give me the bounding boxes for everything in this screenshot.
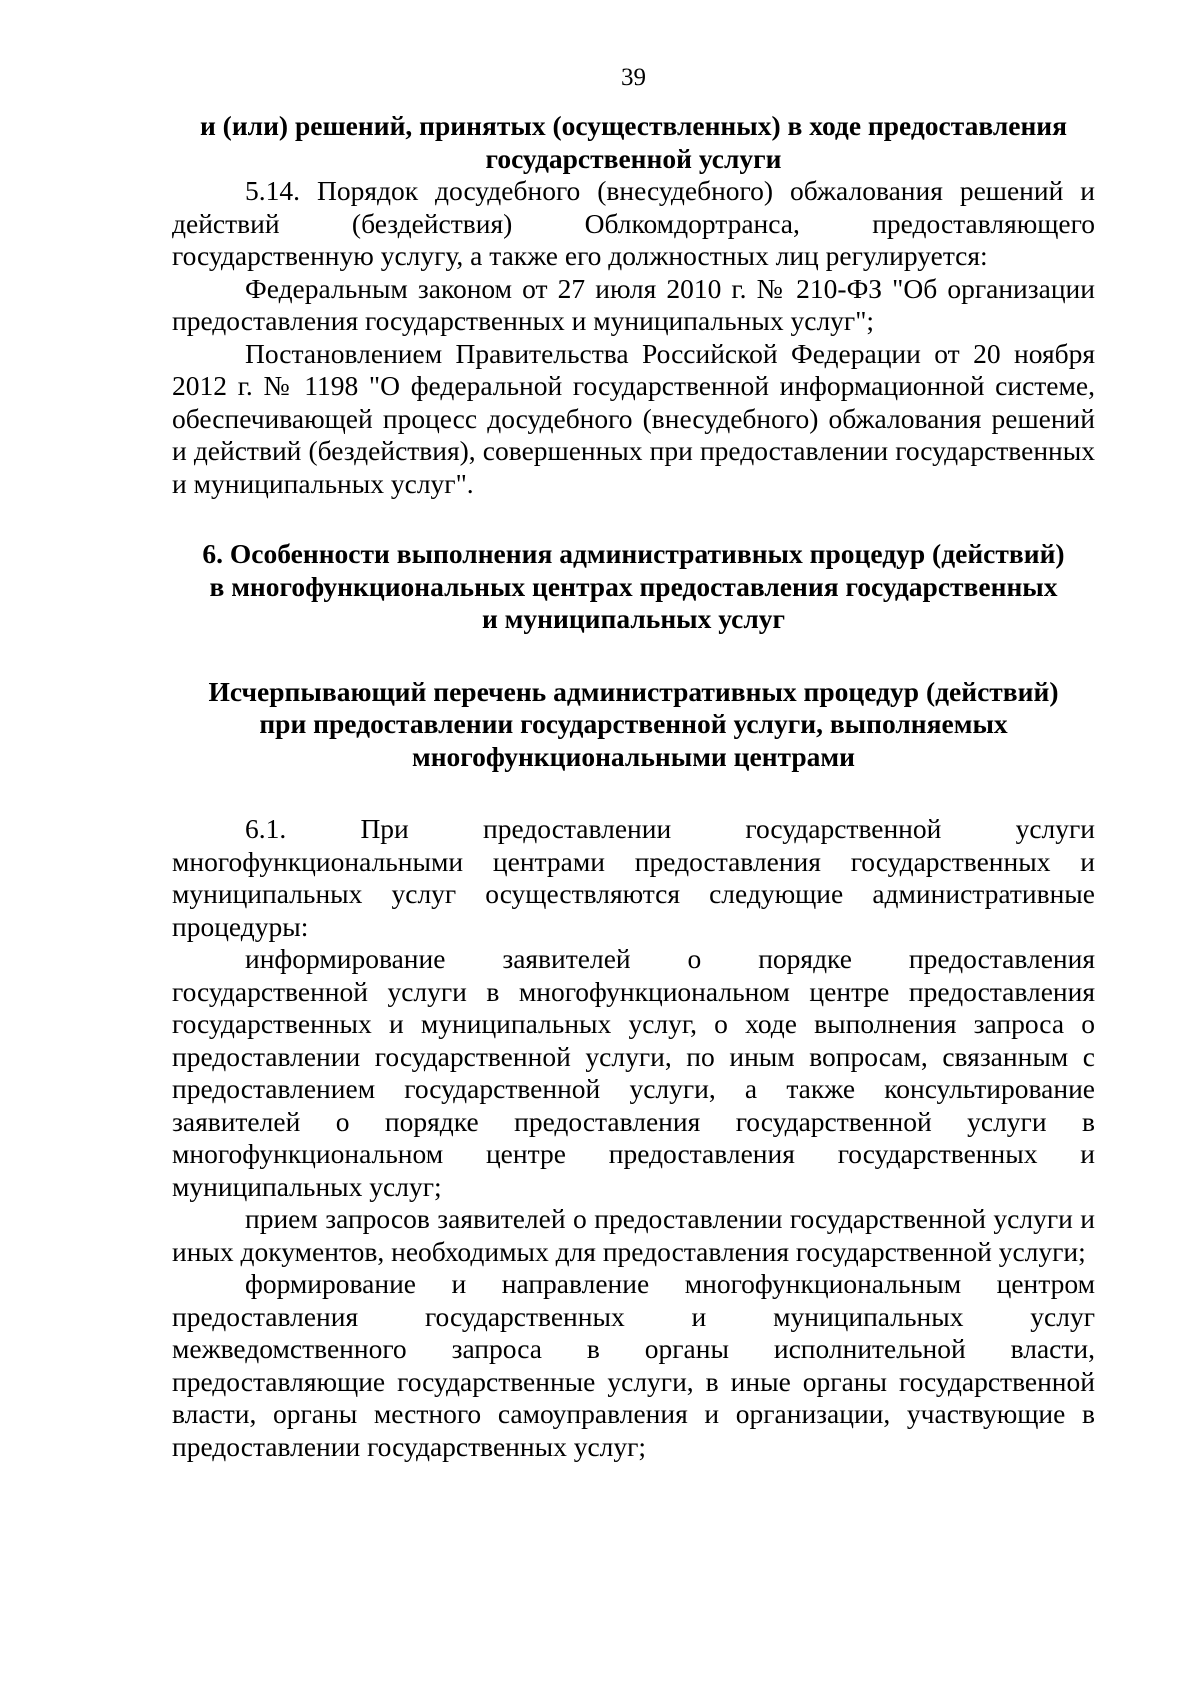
section-heading-continuation: и (или) решений, принятых (осуществленных) в ходе предоставления государственной услуги <box>199 110 1068 174</box>
section-6-heading-line: 6. Особенности выполнения административных процедур (действий) <box>202 538 1065 569</box>
list-item-interagency-request: формирование и направление многофункциональным центром предоставления государственных и муниципальных услуг межведомственного запроса в органы исполнительной власти, предоставляющие государственные услуги, в иные органы государственной власти, органы местного самоуправления и организации, участвующие в предоставлении государственных услуг; <box>172 1268 1095 1462</box>
page-number: 39 <box>621 64 646 91</box>
paragraph-government-decree: Постановлением Правительства Российской Федерации от 20 ноября 2012 г. № 1198 "О федеральной государственной информационной системе, обеспечивающей процесс досудебного (внесудебного) обжалования решений и действий (бездействия), совершенных при предоставлении государственных и муниципальных услуг". <box>172 337 1095 499</box>
subsection-heading <box>172 676 1095 774</box>
list-item-informing: информирование заявителей о порядке предоставления государственной услуги в многофункциональном центре предоставления государственных и муниципальных услуг, о ходе выполнения запроса о предоставлении государственной услуги, по иным вопросам, связанным с предоставлением государственной услуги, а также консультирование заявителей о порядке предоставления государственной услуги в многофункциональном центре предоставления государственных и муниципальных услуг; <box>172 943 1095 1202</box>
section-6-heading-line: и муниципальных услуг <box>481 603 786 634</box>
list-item-receiving-requests: прием запросов заявителей о предоставлении государственной услуги и иных документов, необходимых для предоставления государственной услуги; <box>172 1203 1095 1267</box>
paragraph-5-14: 5.14. Порядок досудебного (внесудебного) обжалования решений и действий (бездействия) Облкомдортранса, предоставляющего государственную услугу, а также его должностных лиц регулируется: <box>172 175 1095 271</box>
document-page <box>172 62 1095 1463</box>
paragraph-6-1: 6.1. При предоставлении государственной услуги многофункциональными центрами предоставления государственных и муниципальных услуг осуществляются следующие административные процедуры: <box>172 813 1095 942</box>
section-6-heading <box>172 538 1095 636</box>
section-6-heading-line: в многофункциональных центрах предоставления государственных <box>209 570 1058 602</box>
paragraph-federal-law: Федеральным законом от 27 июля 2010 г. № 210-ФЗ "Об организации предоставления государственных и муниципальных услуг"; <box>172 272 1095 336</box>
subsection-heading-line: многофункциональными центрами <box>411 740 856 772</box>
subsection-heading-line: Исчерпывающий перечень административных процедур (действий) <box>208 675 1059 707</box>
subsection-heading-line: при предоставлении государственной услуги, выполняемых <box>259 708 1008 739</box>
